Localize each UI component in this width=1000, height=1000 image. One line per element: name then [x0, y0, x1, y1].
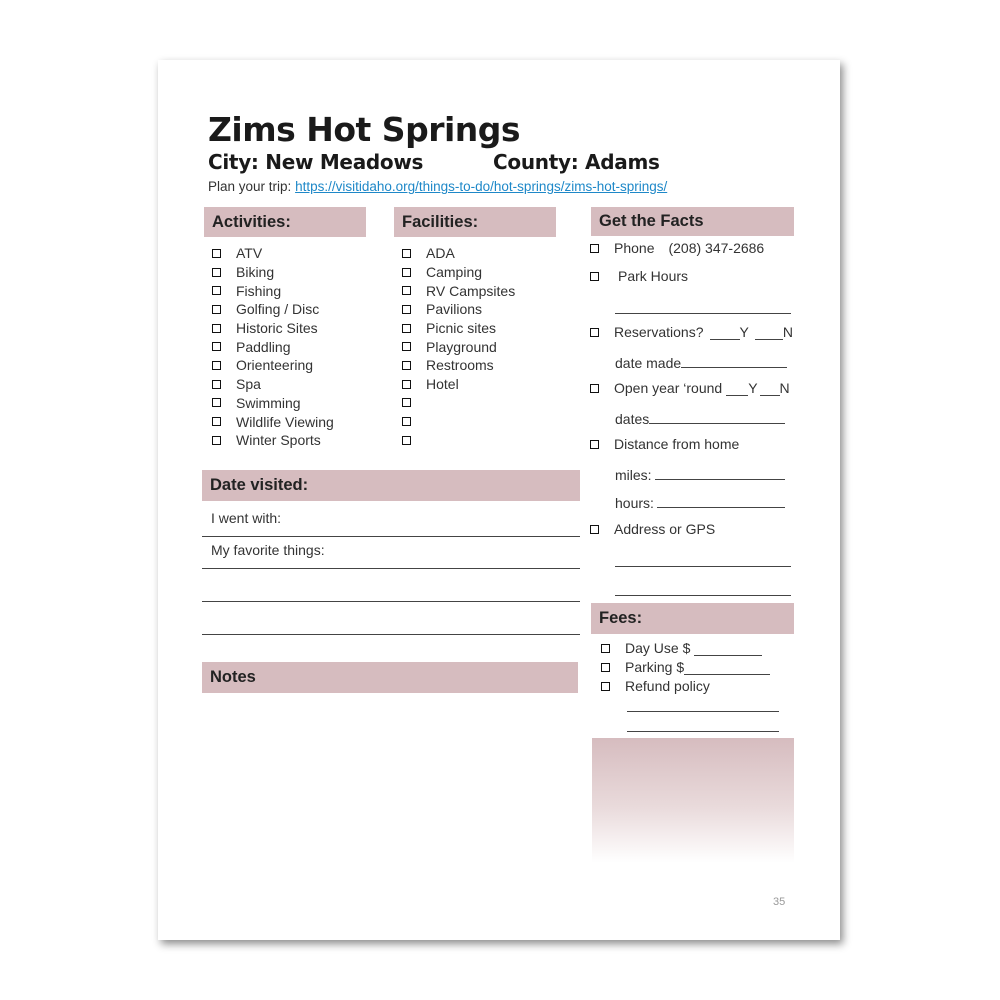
hours-blank[interactable]: [657, 493, 785, 508]
checkbox-icon[interactable]: [402, 398, 411, 407]
activity-item-label: Wildlife Viewing: [236, 413, 334, 430]
favorites-line-2[interactable]: [202, 601, 580, 602]
plan-trip-line: [208, 179, 667, 194]
activity-item-label: Fishing: [236, 282, 282, 299]
facility-item[interactable]: [402, 337, 515, 356]
facility-item-label: Camping: [426, 264, 483, 281]
refund-checkbox[interactable]: [601, 682, 610, 691]
activity-item-label: Spa: [236, 376, 261, 393]
activity-item[interactable]: [212, 356, 334, 375]
checkbox-icon[interactable]: [212, 249, 221, 258]
open-year-yes: Y: [748, 380, 758, 396]
facility-item[interactable]: [402, 244, 515, 263]
plan-trip-link[interactable]: https://visitidaho.org/things-to-do/hot-springs/zims-hot-springs/: [295, 179, 668, 194]
reservations-no-blank[interactable]: [755, 325, 783, 340]
fact-reservations: [590, 324, 793, 340]
activity-item[interactable]: [212, 281, 334, 300]
open-year-no-blank[interactable]: [760, 381, 780, 396]
activities-list: [212, 244, 334, 450]
day-use-blank[interactable]: [694, 641, 762, 656]
fees-header: Fees:: [591, 603, 794, 634]
facility-item-label: Restrooms: [426, 357, 494, 374]
facility-item-label: Picnic sites: [426, 320, 497, 337]
checkbox-icon[interactable]: [212, 417, 221, 426]
park-hours-label: Park Hours: [618, 268, 689, 284]
facility-item-label: ADA: [426, 245, 455, 262]
park-hours-line[interactable]: [615, 313, 791, 314]
checkbox-icon[interactable]: [212, 436, 221, 445]
open-year-checkbox[interactable]: [590, 384, 599, 393]
notes-header: Notes: [202, 662, 578, 693]
fee-parking: [601, 659, 770, 675]
checkbox-icon[interactable]: [402, 417, 411, 426]
activity-item[interactable]: [212, 244, 334, 263]
facts-header: Get the Facts: [591, 207, 794, 236]
address-line-2[interactable]: [615, 595, 791, 596]
went-with-line[interactable]: [202, 536, 580, 537]
city-label: City: New Meadows: [208, 150, 424, 174]
checkbox-icon[interactable]: [212, 268, 221, 277]
reservations-yes: Y: [739, 324, 749, 340]
date-visited-header: Date visited:: [202, 470, 580, 501]
dates-blank[interactable]: [649, 409, 785, 424]
activity-item[interactable]: [212, 375, 334, 394]
activity-item[interactable]: [212, 394, 334, 413]
checkbox-icon[interactable]: [402, 268, 411, 277]
activity-item[interactable]: [212, 431, 334, 450]
parking-checkbox[interactable]: [601, 663, 610, 672]
facilities-list: [402, 244, 515, 450]
phone-checkbox[interactable]: [590, 244, 599, 253]
fact-address: [590, 521, 715, 537]
phone-label: Phone: [614, 240, 655, 256]
activity-item[interactable]: [212, 319, 334, 338]
facility-item-label: RV Campsites: [426, 282, 516, 299]
fact-open-year: [590, 380, 790, 396]
fee-day-use: [601, 640, 762, 656]
facility-item[interactable]: [402, 375, 515, 394]
activities-header: Activities:: [204, 207, 366, 237]
reservations-label: Reservations?: [614, 324, 704, 340]
fee-refund: [601, 678, 710, 694]
open-year-label: Open year ‘round: [614, 380, 723, 396]
facility-item-label: Playground: [426, 338, 497, 355]
facility-item[interactable]: [402, 431, 515, 450]
open-year-yes-blank[interactable]: [726, 381, 748, 396]
checkbox-icon[interactable]: [212, 342, 221, 351]
page-title: Zims Hot Springs: [208, 110, 521, 149]
activity-item-label: ATV: [236, 245, 263, 262]
checkbox-icon[interactable]: [212, 380, 221, 389]
reservations-yes-blank[interactable]: [710, 325, 740, 340]
dates-label: dates: [615, 411, 650, 427]
fact-park-hours: [590, 268, 688, 284]
checkbox-icon[interactable]: [402, 342, 411, 351]
favorites-line-3[interactable]: [202, 634, 580, 635]
dates-row: [615, 409, 785, 427]
address-checkbox[interactable]: [590, 525, 599, 534]
facility-item[interactable]: [402, 356, 515, 375]
facility-item-label: Pavilions: [426, 301, 483, 318]
activity-item[interactable]: [212, 337, 334, 356]
checkbox-icon[interactable]: [402, 361, 411, 370]
facility-item[interactable]: [402, 394, 515, 413]
checkbox-icon[interactable]: [212, 305, 221, 314]
activity-item-label: Golfing / Disc: [236, 301, 320, 318]
checkbox-icon[interactable]: [402, 324, 411, 333]
facility-item[interactable]: [402, 412, 515, 431]
activity-item-label: Paddling: [236, 338, 291, 355]
checkbox-icon[interactable]: [402, 436, 411, 445]
phone-value: (208) 347-2686: [668, 240, 765, 256]
facilities-header: Facilities:: [394, 207, 556, 237]
county-label: County: Adams: [493, 150, 660, 174]
activity-item-label: Winter Sports: [236, 432, 321, 449]
checkbox-icon[interactable]: [402, 249, 411, 258]
distance-checkbox[interactable]: [590, 440, 599, 449]
activity-item[interactable]: [212, 263, 334, 282]
checkbox-icon[interactable]: [212, 361, 221, 370]
decorative-gradient-box: [592, 738, 794, 863]
day-use-label: Day Use $: [625, 640, 691, 656]
page-number: 35: [773, 896, 786, 908]
facility-item[interactable]: [402, 319, 515, 338]
parking-blank[interactable]: [684, 660, 770, 675]
favorites-line-1[interactable]: [202, 568, 580, 569]
activity-item[interactable]: [212, 412, 334, 431]
checkbox-icon[interactable]: [212, 324, 221, 333]
parking-label: Parking $: [625, 659, 685, 675]
distance-label: Distance from home: [614, 436, 740, 452]
activity-item[interactable]: [212, 300, 334, 319]
miles-row: [615, 465, 785, 483]
miles-blank[interactable]: [655, 465, 785, 480]
miles-label: miles:: [615, 467, 652, 483]
hours-row: [615, 493, 785, 511]
checkbox-icon[interactable]: [212, 398, 221, 407]
refund-label: Refund policy: [625, 678, 710, 694]
date-made-label: date made: [615, 355, 682, 371]
activity-item-label: Swimming: [236, 394, 301, 411]
activity-item-label: Orienteering: [236, 357, 314, 374]
address-line-1[interactable]: [615, 566, 791, 567]
fact-distance: [590, 436, 739, 452]
park-hours-checkbox[interactable]: [590, 272, 599, 281]
date-made-blank[interactable]: [681, 353, 787, 368]
date-made-row: [615, 353, 787, 371]
reservations-checkbox[interactable]: [590, 328, 599, 337]
hours-label: hours:: [615, 495, 654, 511]
facility-item[interactable]: [402, 300, 515, 319]
facility-item[interactable]: [402, 281, 515, 300]
activity-item-label: Historic Sites: [236, 320, 318, 337]
checkbox-icon[interactable]: [402, 305, 411, 314]
reservations-no: N: [782, 324, 793, 340]
day-use-checkbox[interactable]: [601, 644, 610, 653]
checkbox-icon[interactable]: [402, 380, 411, 389]
checkbox-icon[interactable]: [212, 286, 221, 295]
plan-label: Plan your trip:: [208, 179, 292, 194]
favorites-label: My favorite things:: [211, 542, 325, 558]
facility-item[interactable]: [402, 263, 515, 282]
refund-line-2[interactable]: [627, 731, 779, 732]
activity-item-label: Biking: [236, 264, 275, 281]
went-with-label: I went with:: [211, 510, 282, 526]
worksheet-page: [158, 60, 840, 940]
fact-phone: [590, 240, 764, 256]
facility-item-label: Hotel: [426, 376, 459, 393]
refund-line-1[interactable]: [627, 711, 779, 712]
address-label: Address or GPS: [614, 521, 716, 537]
open-year-no: N: [779, 380, 790, 396]
checkbox-icon[interactable]: [402, 286, 411, 295]
